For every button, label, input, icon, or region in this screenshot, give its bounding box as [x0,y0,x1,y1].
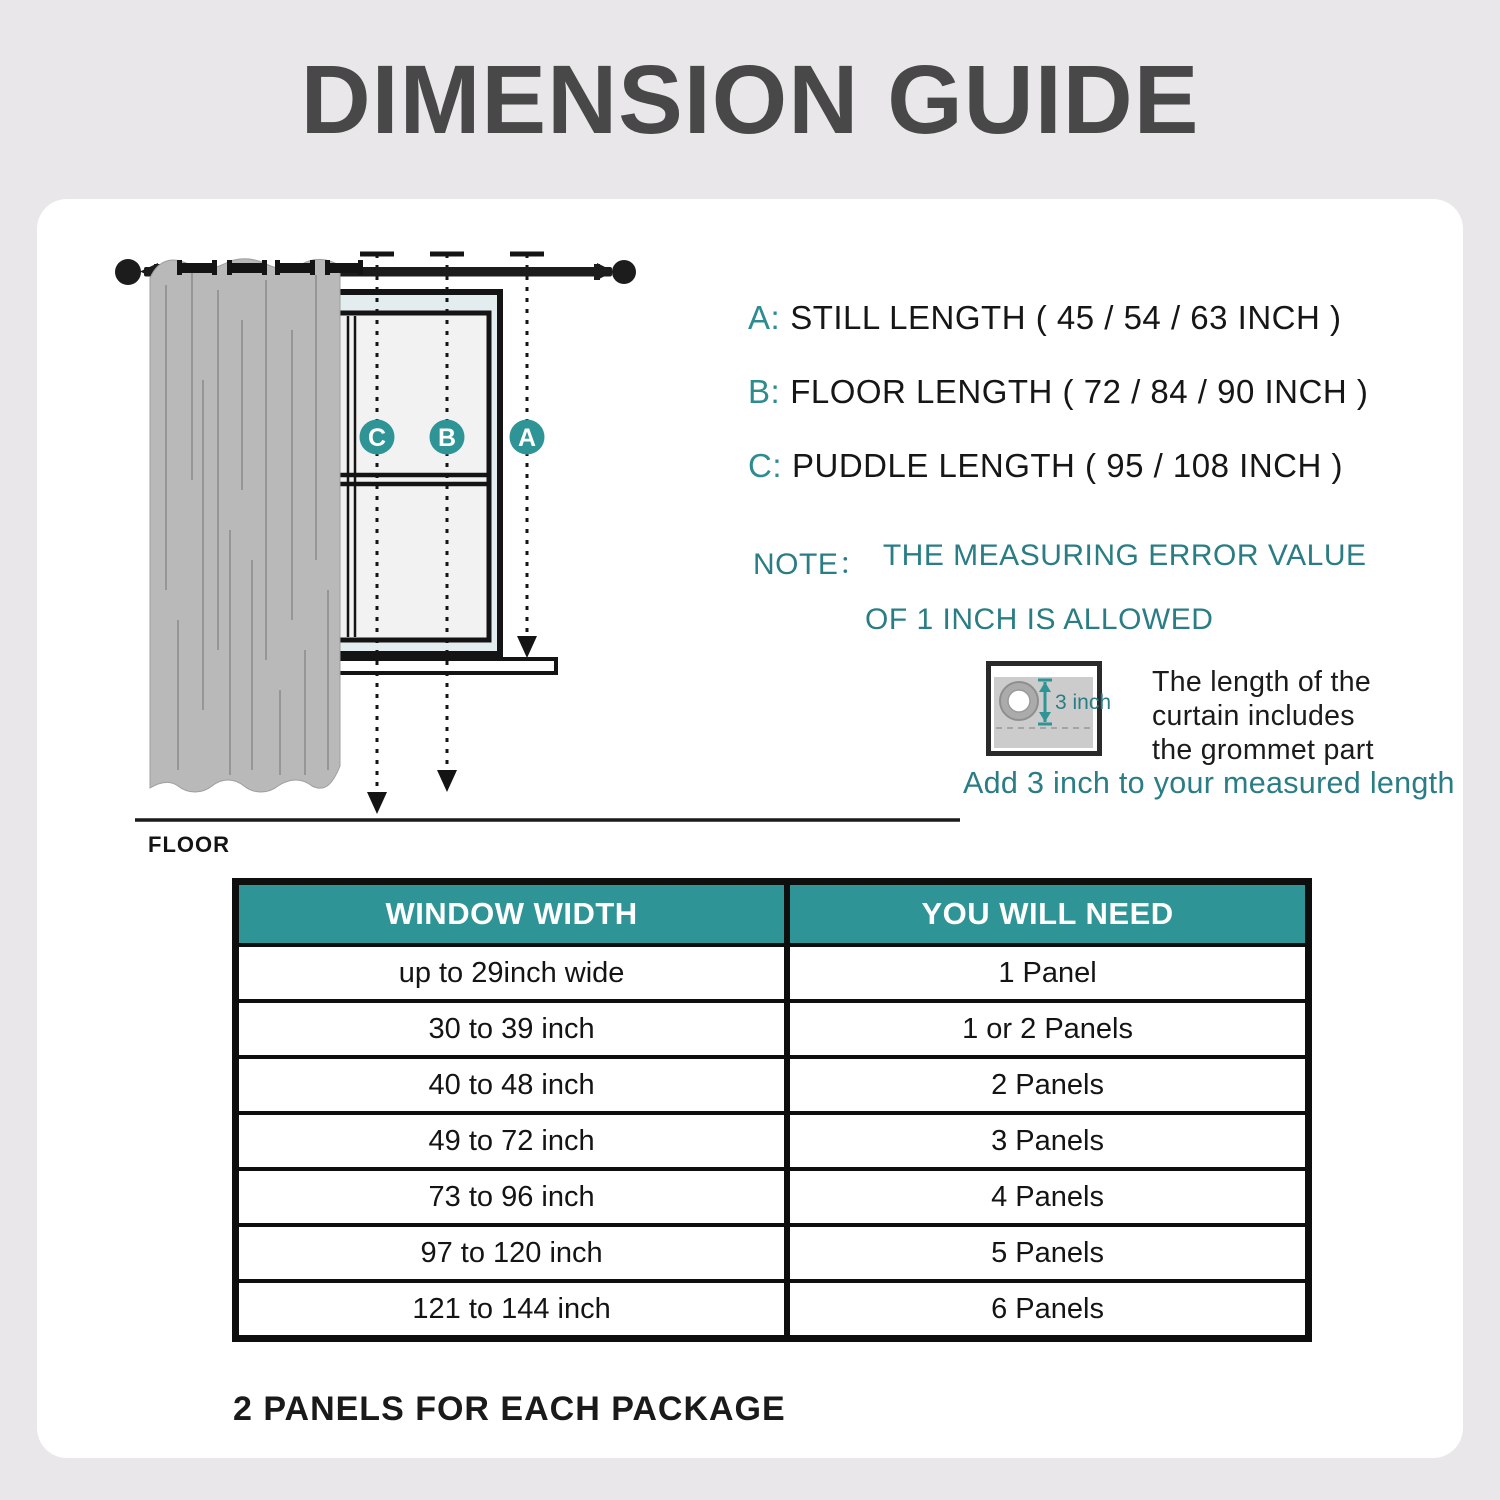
table-row [239,999,1305,1055]
grommet-desc-line1: The length of the [1152,666,1372,698]
floor-label: FLOOR [148,832,230,857]
legend-text-c: PUDDLE LENGTH ( 95 / 108 INCH ) [792,447,1343,484]
panels-needed-cell: 1 or 2 Panels [962,1012,1133,1045]
window-width-cell: 73 to 96 inch [239,1171,790,1223]
note-label: NOTE： [753,548,869,581]
panel-size-table [232,878,1312,1342]
legend-item-c [748,447,1343,485]
table-row [239,1223,1305,1279]
grommet-description [1152,665,1374,767]
note-text-line2: OF 1 INCH IS ALLOWED [865,603,1214,636]
legend-prefix-a: A: [748,299,781,336]
grommet-detail-figure [985,660,1145,760]
grommet-desc-line2: curtain includes [1152,700,1355,732]
table-row [239,943,1305,999]
panels-needed-cell: 1 Panel [998,956,1097,989]
window-width-cell: 40 to 48 inch [239,1059,790,1111]
grommet-desc-line3: the grommet part [1152,734,1374,766]
window-sill [305,651,556,673]
window-width-cell: 97 to 120 inch [239,1227,790,1279]
legend-text-a: STILL LENGTH ( 45 / 54 / 63 INCH ) [790,299,1342,336]
legend-item-b [748,373,1368,411]
panels-needed-cell: 2 Panels [991,1068,1104,1101]
table-row [239,1111,1305,1167]
window-width-cell: 121 to 144 inch [239,1283,790,1335]
legend-text-b: FLOOR LENGTH ( 72 / 84 / 90 INCH ) [790,373,1369,410]
table-row [239,1055,1305,1111]
svg-text:C: C [367,424,387,452]
window-width-cell: 30 to 39 inch [239,1003,790,1055]
svg-text:A: A [517,424,537,452]
page-title: DIMENSION GUIDE [300,45,1200,154]
package-note: 2 PANELS FOR EACH PACKAGE [233,1390,786,1428]
marker-c [360,420,395,455]
table-row [239,1167,1305,1223]
three-inch-label: 3 inch [1055,691,1112,714]
panels-needed-cell: 4 Panels [991,1180,1104,1213]
legend-prefix-c: C: [748,447,782,484]
marker-b [430,420,465,455]
window-frame [322,292,500,660]
legend-item-a [748,299,1341,337]
table-header-row [239,885,1305,943]
panel-table-body [239,943,1305,1335]
window-width-cell: 49 to 72 inch [239,1115,790,1167]
panels-needed-cell: 5 Panels [991,1236,1104,1269]
marker-a [510,420,545,455]
svg-text:B: B [437,424,457,452]
measure-line-a [510,254,544,658]
table-row [239,1279,1305,1335]
grommet-ring-icon [1000,682,1038,720]
panels-needed-cell: 3 Panels [991,1124,1104,1157]
note-text-line1: THE MEASURING ERROR VALUE [882,539,1367,572]
measuring-note [753,539,1367,637]
header-you-will-need: YOU WILL NEED [921,896,1174,931]
curtain-panel [150,259,363,792]
panels-needed-cell: 6 Panels [991,1292,1104,1325]
grommet-tip: Add 3 inch to your measured length [963,766,1455,800]
legend-prefix-b: B: [748,373,781,410]
header-window-width: WINDOW WIDTH [239,885,790,943]
window-width-cell: up to 29inch wide [239,947,790,999]
